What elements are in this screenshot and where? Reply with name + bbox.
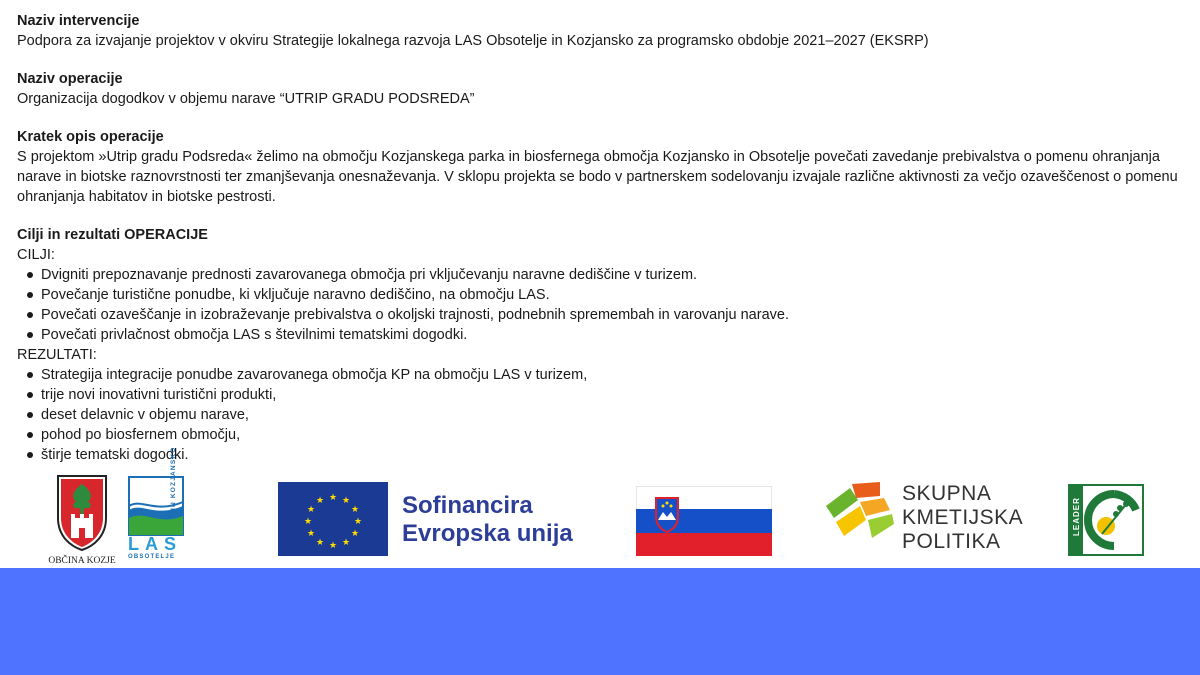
svg-text:★: ★ xyxy=(315,538,325,548)
operation-heading: Naziv operacije xyxy=(17,71,123,87)
intervention-section xyxy=(17,11,1187,51)
svg-text:★: ★ xyxy=(350,529,360,539)
intervention-heading: Naziv intervencije xyxy=(17,13,140,29)
skp-line3: POLITIKA xyxy=(902,530,1001,553)
svg-text:★: ★ xyxy=(353,517,363,527)
skp-line1: SKUPNA xyxy=(902,482,992,505)
intervention-text: Podpora za izvajanje projektov v okviru Strategije lokalnega razvoja LAS Obsotelje in Kozjansko za programsko obdobje 2021–2027 (EKSRP) xyxy=(17,33,929,49)
goals-heading: Cilji in rezultati OPERACIJE xyxy=(17,227,208,243)
description-section xyxy=(17,127,1187,207)
results-label: REZULTATI: xyxy=(17,347,97,363)
results-list xyxy=(17,365,1187,465)
slovenia-flag xyxy=(636,486,772,556)
goals-section xyxy=(17,225,1187,465)
svg-text:★: ★ xyxy=(315,496,325,506)
list-item: štirje tematski dogodki. xyxy=(41,445,1187,465)
goals-label: CILJI: xyxy=(17,247,55,263)
slovenia-flag-icon xyxy=(636,486,772,556)
list-item: deset delavnic v objemu narave, xyxy=(41,405,1187,425)
list-item: Dvigniti prepoznavanje prednosti zavarovanega območja pri vključevanju naravne dediščine v turizem. xyxy=(41,265,1187,285)
description-text: S projektom »Utrip gradu Podsreda« želimo na območju Kozjanskega parka in biosfernega območja Kozjansko in Obsotelje povečati zavedanje prebivalstva o pomenu ohranjanja narave in biotske raznovrstnosti ter zmanjševanja onesnaževanja. V sklopu projekta se bodo v partnerskem sodelovanju izvajale različne aktivnosti za večjo ozaveščenost o pomenu ohranjanja habitatov in biotske pestrosti. xyxy=(17,149,1178,205)
svg-text:★: ★ xyxy=(341,538,351,548)
skp-logo xyxy=(824,480,1024,560)
kozje-logo xyxy=(44,474,120,568)
list-item: Povečati privlačnost območja LAS s številnimi tematskimi dogodki. xyxy=(41,325,1187,345)
eu-line2: Evropska unija xyxy=(402,520,573,547)
list-item: Povečanje turistične ponudbe, ki vključuje naravno dediščino, na območju LAS. xyxy=(41,285,1187,305)
list-item: Strategija integracije ponudbe zavarovanega območja KP na območju LAS v turizem, xyxy=(41,365,1187,385)
svg-text:★: ★ xyxy=(341,496,351,506)
leader-text: LEADER xyxy=(1072,497,1081,536)
skp-logo-icon xyxy=(824,480,896,542)
svg-text:★: ★ xyxy=(306,529,316,539)
svg-text:★: ★ xyxy=(328,541,338,551)
leader-logo xyxy=(1068,484,1144,556)
coat-of-arms-icon xyxy=(44,474,120,552)
eu-line1: Sofinancira xyxy=(402,492,533,519)
las-side-text: IN KOZJANSKO xyxy=(170,446,177,510)
svg-text:★: ★ xyxy=(350,505,360,515)
las-logo xyxy=(128,446,198,562)
description-heading: Kratek opis operacije xyxy=(17,129,164,145)
operation-section xyxy=(17,69,1187,109)
operation-text: Organizacija dogodkov v objemu narave “UTRIP GRADU PODSREDA” xyxy=(17,91,475,107)
goals-list xyxy=(17,265,1187,345)
list-item: trije novi inovativni turistični produkti, xyxy=(41,385,1187,405)
las-small-text: OBSOTELJE xyxy=(128,554,176,560)
las-big-text: LAS xyxy=(128,534,182,554)
eu-logo xyxy=(278,482,598,556)
svg-text:★: ★ xyxy=(328,493,338,503)
skp-line2: KMETIJSKA xyxy=(902,506,1024,529)
eu-flag-icon xyxy=(278,482,388,556)
svg-text:★: ★ xyxy=(303,517,313,527)
list-item: Povečati ozaveščanje in izobraževanje prebivalstva o okoljski trajnosti, podnebnih spremembah in varovanju narave. xyxy=(41,305,1187,325)
document-body xyxy=(17,11,1187,483)
kozje-caption: OBČINA KOZJE xyxy=(48,556,116,566)
footer-band xyxy=(0,568,1200,675)
list-item: pohod po biosfernem območju, xyxy=(41,425,1187,445)
svg-text:★: ★ xyxy=(306,505,316,515)
